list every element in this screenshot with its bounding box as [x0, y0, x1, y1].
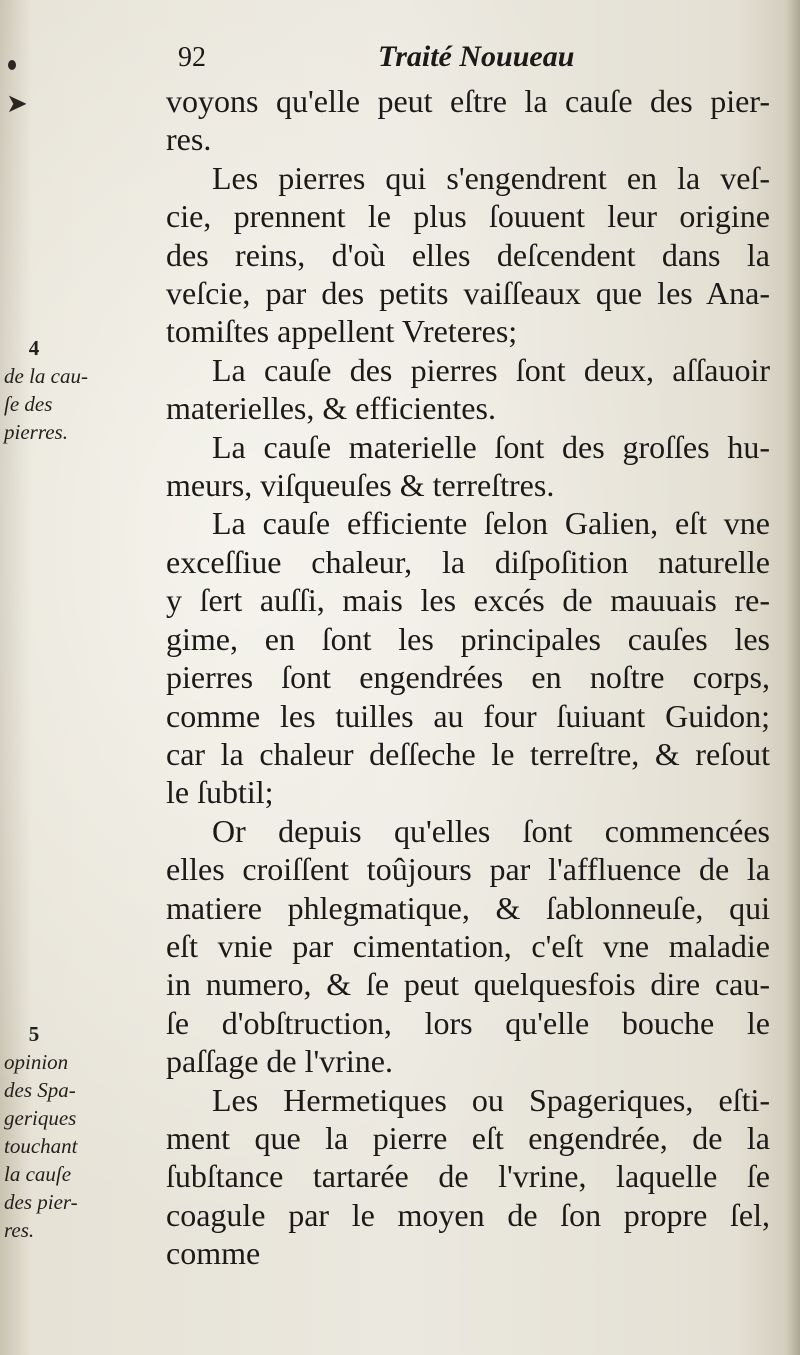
- text-line: y ſert auſſi, mais les excés de mauuais re-: [166, 582, 770, 619]
- text-line: in numero, & ſe peut quelquesfois dire cau-: [166, 966, 770, 1003]
- margin-note-line: res.: [4, 1218, 35, 1242]
- text-line: materielles, & efficientes.: [166, 390, 496, 427]
- text-line: cie, prennent le plus ſouuent leur origine: [166, 198, 770, 235]
- text-line: La cauſe des pierres ſont deux, aſſauoir: [212, 351, 770, 388]
- text-line: Les Hermetiques ou Spageriques, eſti-: [212, 1081, 770, 1118]
- text-line: ſe d'obſtruction, lors qu'elle bouche le: [166, 1004, 770, 1041]
- margin-note-line: opinion: [4, 1050, 69, 1074]
- margin-note-line: touchant: [4, 1134, 78, 1158]
- body-text: [166, 82, 770, 1273]
- text-line: elles croiſſent toûjours par l'affluence de la: [166, 851, 770, 888]
- text-line: comme les tuilles au four ſuiuant Guidon;: [166, 697, 770, 734]
- margin-note-line: pierres.: [4, 420, 68, 444]
- text-line: le ſubtil;: [166, 774, 274, 811]
- text-line: Or depuis qu'elles ſont commencées: [212, 812, 770, 849]
- text-line: tomiſtes appellent Vreteres;: [166, 313, 518, 350]
- text-line: veſcie, par des petits vaiſſeaux que les Ana-: [166, 275, 770, 312]
- text-line: des reins, d'où elles deſcendent dans la: [166, 236, 770, 273]
- text-line: exceſſiue chaleur, la diſpoſition naturelle: [166, 543, 770, 580]
- page-number: 92: [178, 42, 206, 73]
- text-line: meurs, viſqueuſes & terreſtres.: [166, 467, 555, 504]
- text-line: La cauſe efficiente ſelon Galien, eſt vne: [212, 505, 770, 542]
- margin-note-line: des pier-: [4, 1190, 78, 1214]
- margin-note-causes: [4, 334, 88, 446]
- running-title: Traité Nouueau: [378, 40, 575, 73]
- margin-note-line: de la cau-: [4, 364, 88, 388]
- margin-note-line: des Spa-: [4, 1078, 76, 1102]
- text-line: matiere phlegmatique, & ſablonneuſe, qui: [166, 889, 770, 926]
- text-line: eſt vnie par cimentation, c'eſt vne maladie: [166, 927, 770, 964]
- text-line: pierres ſont engendrées en noſtre corps,: [166, 659, 770, 696]
- text-line: gime, en ſont les principales cauſes les: [166, 620, 770, 657]
- text-line: voyons qu'elle peut eſtre la cauſe des pier-: [166, 83, 770, 119]
- text-line: La cauſe materielle ſont des groſſes hu-: [212, 428, 770, 465]
- text-line: Les pierres qui s'engendrent en la veſ-: [212, 159, 770, 196]
- text-line: coagule par le moyen de ſon propre ſel,: [166, 1196, 770, 1233]
- arrow-mark-icon: ➤: [6, 89, 28, 119]
- text-line: res.: [166, 121, 212, 158]
- text-line: paſſage de l'vrine.: [166, 1043, 393, 1080]
- text-line: ſubſtance tartarée de l'vrine, laquelle ſe: [166, 1158, 770, 1195]
- text-line: comme: [166, 1235, 261, 1272]
- text-line: ment que la pierre eſt engendrée, de la: [166, 1119, 770, 1156]
- margin-note-line: la cauſe: [4, 1162, 72, 1186]
- ink-spot: [8, 60, 16, 70]
- margin-note-line: ſe des: [4, 392, 53, 416]
- margin-note-number: 4: [28, 336, 40, 360]
- margin-note-spagyric-opinion: [4, 1020, 78, 1244]
- margin-note-number: 5: [28, 1022, 40, 1046]
- text-line: car la chaleur deſſeche le terreſtre, & reſout: [166, 735, 770, 772]
- margin-note-line: geriques: [4, 1106, 77, 1130]
